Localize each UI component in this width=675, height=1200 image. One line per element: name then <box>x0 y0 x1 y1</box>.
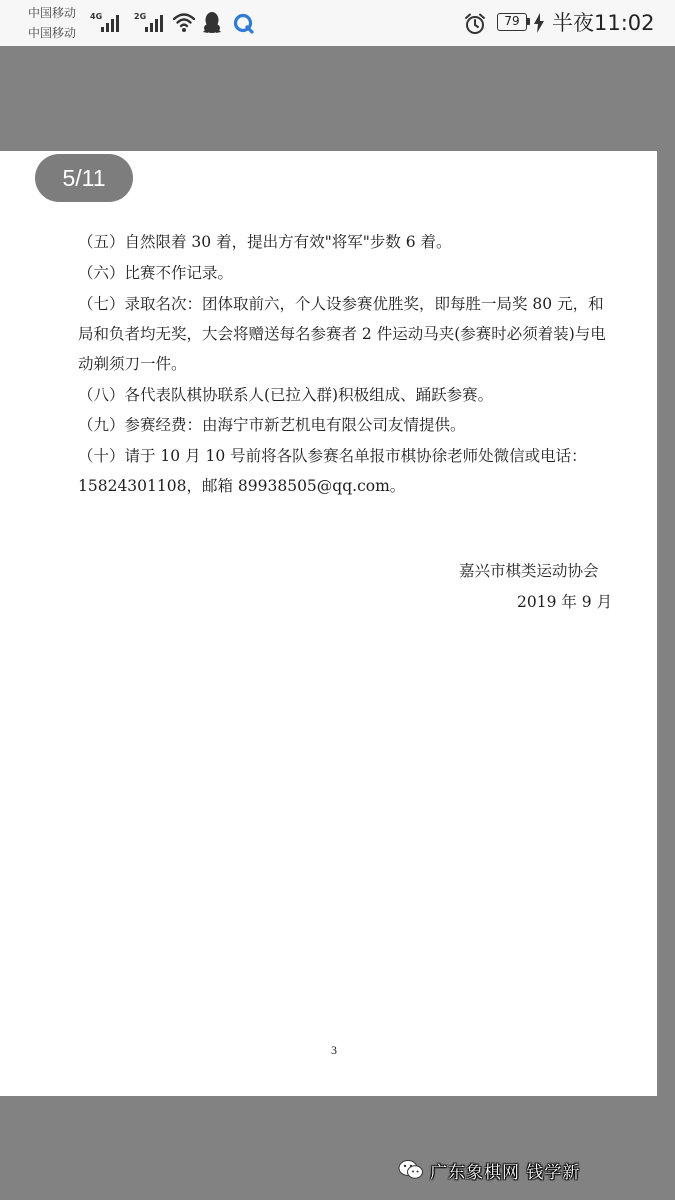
page-indicator: 5/11 <box>35 154 133 202</box>
document-page[interactable] <box>0 151 657 1096</box>
watermark-text: 广东象棋网 钱学新 <box>430 1162 581 1183</box>
signal-icon <box>144 14 166 32</box>
wifi-icon <box>172 11 196 33</box>
network-type-2: 2G <box>134 12 147 21</box>
paragraph-item-10: （十）请于 10 月 10 号前将各队参赛名单报市棋协徐老师处微信或电话： <box>78 447 587 465</box>
carrier-name-2: 中国移动 <box>28 26 77 40</box>
alarm-icon <box>463 12 487 36</box>
paragraph-item-7-end: 动剃须刀一件。 <box>78 355 187 373</box>
paragraph-item-8: （八）各代表队棋协联系人(已拉入群)积极组成、踊跃参赛。 <box>78 386 494 404</box>
battery-icon: 79 <box>497 13 527 31</box>
network-type-1: 4G <box>90 12 103 21</box>
status-bar <box>0 0 675 46</box>
paragraph-item-5: （五）自然限着 30 着，提出方有效"将军"步数 6 着。 <box>78 233 452 251</box>
paragraph-item-10-contact: 15824301108，邮箱 89938505@qq.com。 <box>78 477 406 495</box>
status-time: 半夜11:02 <box>552 11 655 35</box>
browser-icon <box>232 12 254 34</box>
paragraph-item-6: （六）比赛不作记录。 <box>78 264 234 282</box>
signal-icon <box>100 14 122 32</box>
paragraph-item-9: （九）参赛经费：由海宁市新艺机电有限公司友情提供。 <box>78 416 466 434</box>
carrier-name-1: 中国移动 <box>28 6 77 20</box>
qq-icon <box>202 11 222 35</box>
watermark <box>398 1158 580 1182</box>
paragraph-item-7-cont: 局和负者均无奖，大会将赠送每名参赛者 2 件运动马夹(参赛时必须着装)与电 <box>78 325 606 343</box>
wechat-icon <box>398 1159 424 1181</box>
charging-icon <box>533 13 545 33</box>
signature-organization: 嘉兴市棋类运动协会 <box>459 562 599 580</box>
paragraph-item-7: （七）录取名次：团体取前六，个人设参赛优胜奖，即每胜一局奖 80 元，和 <box>78 295 604 313</box>
page-number: 3 <box>331 1043 337 1057</box>
signature-date: 2019 年 9 月 <box>517 593 613 611</box>
